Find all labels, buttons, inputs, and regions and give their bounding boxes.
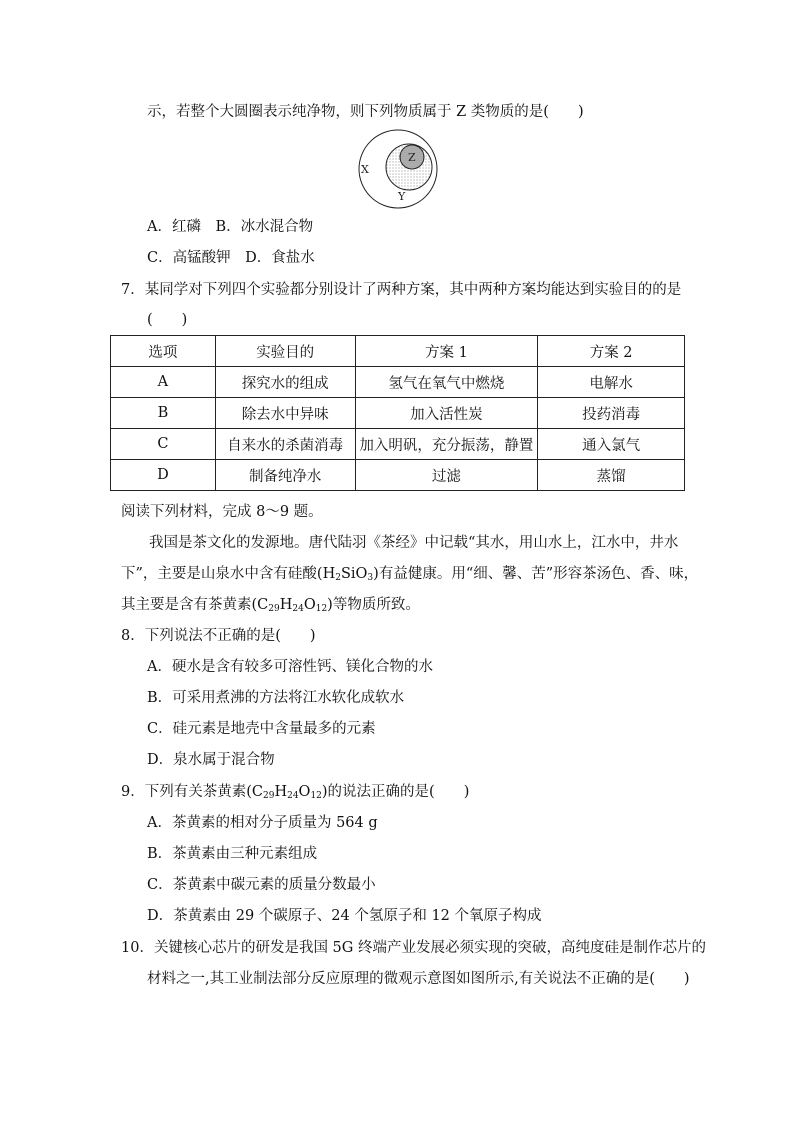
q6-options-ab	[147, 217, 313, 237]
reading-paragraph-line-1: 我国是茶文化的发源地。唐代陆羽《茶经》中记载“其水，用山水上，江水中，井水	[149, 535, 679, 551]
table-cell: 通入氯气	[538, 429, 685, 460]
q6-option-d: D．食盐水	[245, 250, 315, 266]
text-run: H	[279, 597, 293, 613]
table-header-row	[111, 336, 685, 367]
text-run: 其主要是含有茶黄素(C	[121, 597, 269, 613]
q9-option-d: D．茶黄素由 29 个碳原子、24 个氢原子和 12 个氧原子构成	[147, 908, 542, 924]
text-run: 9．下列有关茶黄素(C	[121, 784, 263, 800]
text-run: )的说法正确的是( )	[321, 784, 470, 800]
text-run: )等物质所致。	[327, 597, 420, 613]
text-run: O	[303, 597, 316, 613]
q8-option-d: D．泉水属于混合物	[147, 752, 275, 768]
q10-stem-line-2: 材料之一,其工业制法部分反应原理的微观示意图如图所示,有关说法不正确的是( )	[147, 971, 690, 987]
header-cell: 方案 1	[355, 336, 538, 367]
subscript: 12	[315, 604, 328, 614]
table-row	[111, 367, 685, 398]
table-cell: 自来水的杀菌消毒	[215, 429, 355, 460]
table-row	[111, 429, 685, 460]
q7-answer-paren: ( )	[147, 312, 188, 328]
q9-option-b: B．茶黄素由三种元素组成	[147, 846, 318, 862]
table-cell: D	[111, 460, 216, 491]
table-cell: 除去水中异味	[215, 398, 355, 429]
table-cell: 制备纯净水	[215, 460, 355, 491]
q6-options-cd	[147, 248, 315, 268]
header-cell: 方案 2	[538, 336, 685, 367]
subscript: 3	[367, 573, 374, 583]
y-label: Y	[398, 190, 406, 203]
q10-stem-line-1: 10．关键核心芯片的研发是我国 5G 终端产业发展必须实现的突破，高纯度硅是制作芯片的	[121, 940, 706, 956]
reading-paragraph-line-2	[121, 564, 698, 588]
q8-option-b: B．可采用煮沸的方法将江水软化成软水	[147, 690, 405, 706]
q8-option-c: C．硅元素是地壳中含量最多的元素	[147, 721, 376, 737]
subscript: 2	[335, 573, 341, 583]
text-run: 下”，主要是山泉水中含有硅酸(H	[121, 566, 336, 582]
q6-option-a: A．红磷	[147, 219, 201, 235]
table-cell: 电解水	[538, 367, 685, 398]
reading-paragraph-line-3	[121, 595, 420, 619]
table-cell: A	[111, 367, 216, 398]
table-cell: 探究水的组成	[215, 367, 355, 398]
x-label: X	[361, 163, 369, 176]
subscript: 29	[262, 791, 275, 801]
table-cell: 蒸馏	[538, 460, 685, 491]
q9-stem	[121, 782, 469, 806]
q9-option-a: A．茶黄素的相对分子质量为 564 g	[147, 815, 378, 831]
text-run: SiO	[340, 566, 368, 582]
table-row	[111, 460, 685, 491]
table-cell: 加入明矾，充分振荡，静置	[355, 429, 538, 460]
table-row	[111, 398, 685, 429]
q7-experiment-table	[110, 335, 685, 491]
reading-intro: 阅读下列材料，完成 8～9 题。	[121, 504, 323, 520]
subscript: 24	[287, 791, 299, 801]
q6-option-c: C．高锰酸钾	[147, 250, 231, 266]
text-run: H	[274, 784, 288, 800]
q8-stem: 8．下列说法不正确的是( )	[121, 628, 316, 644]
table-cell: B	[111, 398, 216, 429]
header-cell: 选项	[111, 336, 216, 367]
table-cell: 氢气在氧气中燃烧	[355, 367, 538, 398]
q9-option-c: C．茶黄素中碳元素的质量分数最小	[147, 877, 376, 893]
table-cell: 加入活性炭	[355, 398, 538, 429]
q6-option-b: B．冰水混合物	[215, 219, 314, 235]
header-cell: 实验目的	[215, 336, 355, 367]
table-cell: C	[111, 429, 216, 460]
subscript: 12	[310, 791, 322, 801]
subscript: 24	[292, 604, 304, 614]
table-cell: 过滤	[355, 460, 538, 491]
text-run: O	[298, 784, 311, 800]
z-label: Z	[408, 151, 416, 164]
q7-stem: 7．某同学对下列四个实验都分别设计了两种方案，其中两种方案均能达到实验目的的是	[121, 282, 682, 298]
classification-diagram	[356, 128, 442, 210]
subscript: 29	[268, 604, 280, 614]
text-run: )有益健康。用“细、馨、苦”形容茶汤色、香、味，	[373, 566, 699, 582]
q6-stem: 示，若整个大圆圈表示纯净物，则下列物质属于 Z 类物质的是( )	[147, 104, 584, 120]
table-cell: 投药消毒	[538, 398, 685, 429]
q8-option-a: A．硬水是含有较多可溶性钙、镁化合物的水	[147, 659, 433, 675]
